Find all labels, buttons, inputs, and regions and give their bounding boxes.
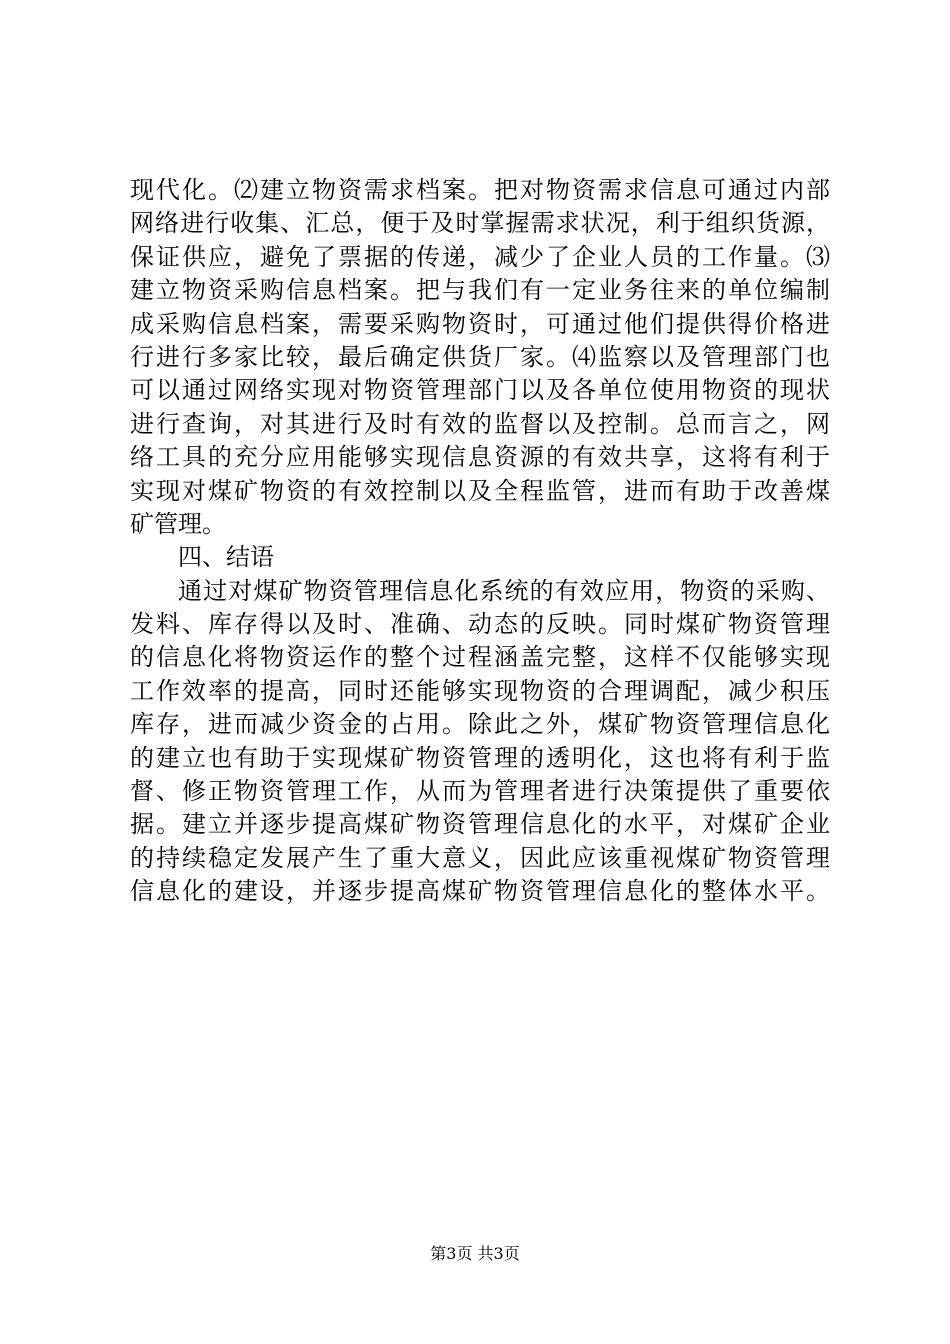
text-line: 实现对煤矿物资的有效控制以及全程监管，进而有助于改善煤 [130, 476, 830, 505]
text-line: 据。建立并逐步提高煤矿物资管理信息化的水平，对煤矿企业 [130, 810, 830, 839]
text-line: 行进行多家比较，最后确定供货厂家。⑷监察以及管理部门也 [130, 342, 830, 371]
page-number: 第3页 共3页 [430, 1244, 520, 1263]
text-line: 工作效率的提高，同时还能够实现物资的合理调配，减少积压 [130, 676, 830, 705]
text-line: 督、修正物资管理工作，从而为管理者进行决策提供了重要依 [130, 777, 830, 806]
text-line: 建立物资采购信息档案。把与我们有一定业务往来的单位编制 [130, 276, 830, 305]
section-heading: 四、结语 [178, 543, 274, 572]
text-line: 现代化。⑵建立物资需求档案。把对物资需求信息可通过内部 [130, 176, 830, 204]
text-line: 矿管理。 [130, 509, 226, 538]
text-line: 的信息化将物资运作的整个过程涵盖完整，这样不仅能够实现 [130, 643, 830, 672]
text-line: 可以通过网络实现对物资管理部门以及各单位使用物资的现状 [130, 376, 830, 405]
text-line: 发料、库存得以及时、准确、动态的反映。同时煤矿物资管理 [130, 610, 830, 639]
text-line: 的建立也有助于实现煤矿物资管理的透明化，这也将有利于监 [130, 743, 830, 772]
text-line: 成采购信息档案，需要采购物资时，可通过他们提供得价格进 [130, 309, 830, 338]
text-line: 库存，进而减少资金的占用。除此之外，煤矿物资管理信息化 [130, 710, 830, 739]
document-body [130, 174, 830, 909]
text-line: 网络进行收集、汇总，便于及时掌握需求状况，利于组织货源， [130, 209, 830, 238]
text-line: 的持续稳定发展产生了重大意义，因此应该重视煤矿物资管理 [130, 843, 830, 872]
text-line: 络工具的充分应用能够实现信息资源的有效共享，这将有利于 [130, 443, 830, 472]
text-line: 保证供应，避免了票据的传递，减少了企业人员的工作量。⑶ [130, 242, 830, 271]
text-line: 通过对煤矿物资管理信息化系统的有效应用，物资的采购、 [178, 576, 830, 605]
text-line: 信息化的建设，并逐步提高煤矿物资管理信息化的整体水平。 [130, 877, 830, 906]
text-line: 进行查询，对其进行及时有效的监督以及控制。总而言之，网 [130, 409, 830, 438]
